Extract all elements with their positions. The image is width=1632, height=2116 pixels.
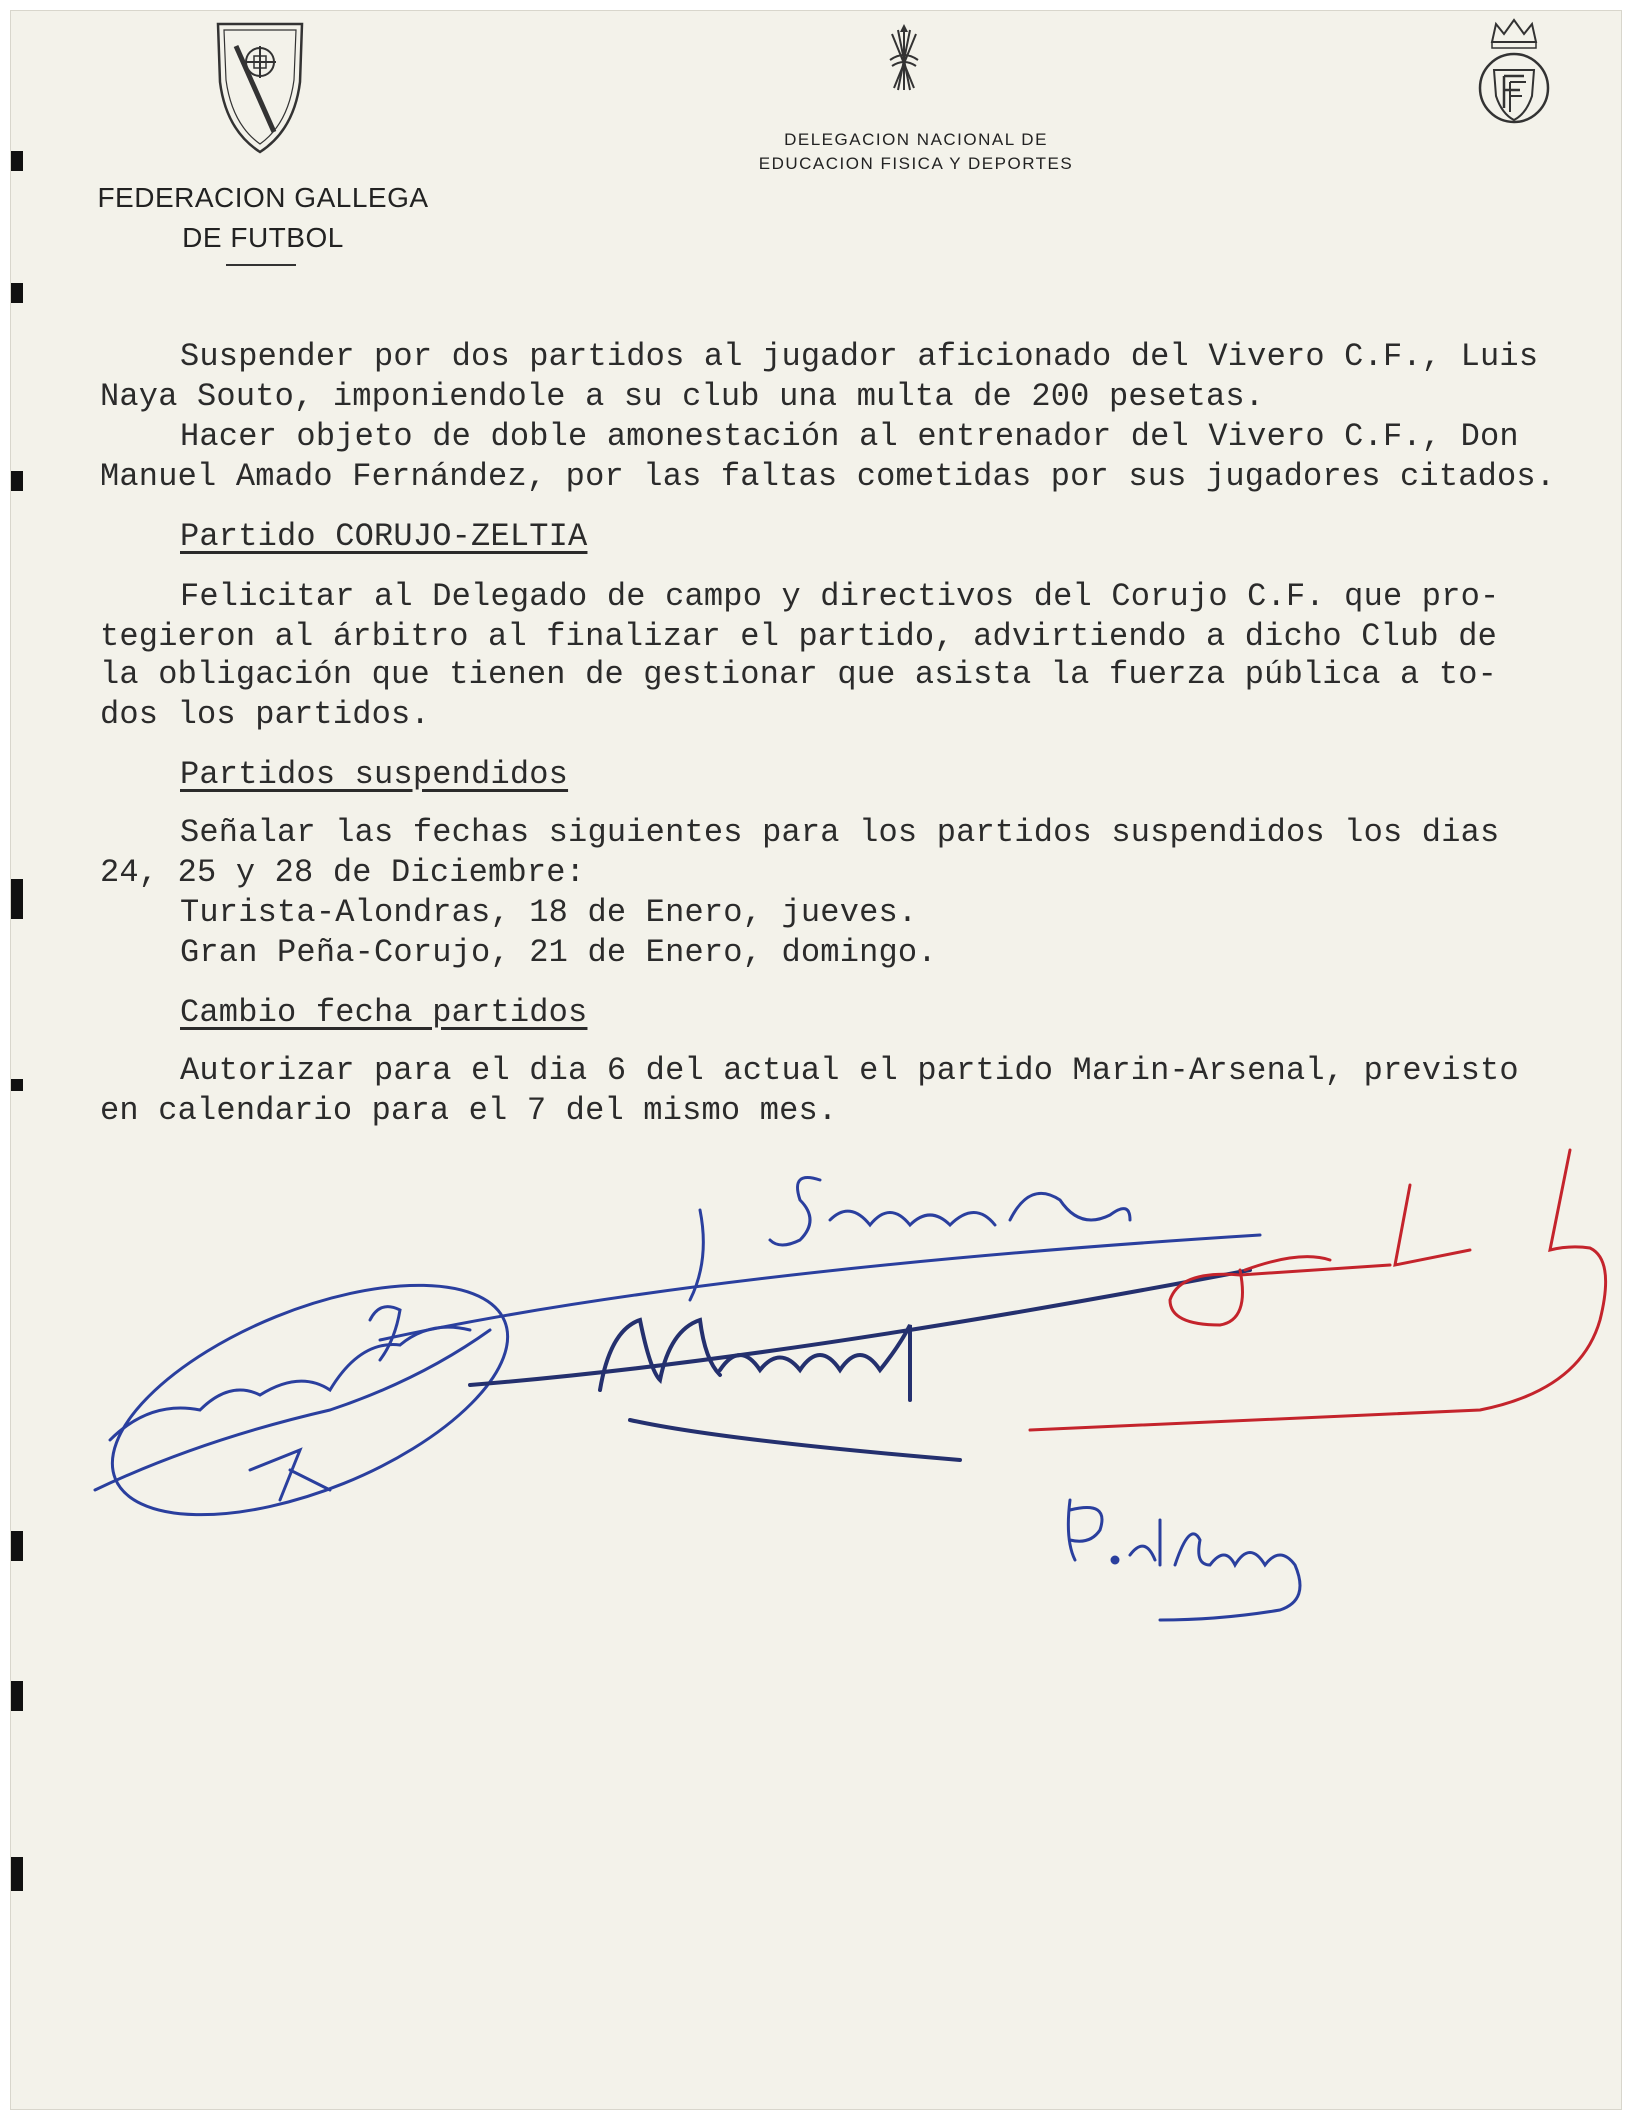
text-line: Gran Peña-Corujo, 21 de Enero, domingo. bbox=[180, 934, 937, 971]
text-line: Manuel Amado Fernández, por las faltas cometidas por sus jugadores citados. bbox=[100, 458, 1556, 495]
text-line: Felicitar al Delegado de campo y directivos del Corujo C.F. que pro- bbox=[180, 578, 1500, 615]
signature-4 bbox=[1030, 1150, 1606, 1430]
signature-1 bbox=[82, 1238, 539, 1562]
text-line: dos los partidos. bbox=[100, 696, 430, 733]
text-line: Naya Souto, imponiendole a su club una multa de 200 pesetas. bbox=[100, 378, 1265, 415]
text-line: en calendario para el 7 del mismo mes. bbox=[100, 1092, 838, 1129]
federation-line-1: FEDERACION GALLEGA bbox=[97, 182, 429, 213]
text-line: 24, 25 y 28 de Diciembre: bbox=[100, 854, 586, 891]
signature-5 bbox=[1068, 1500, 1300, 1620]
text-line: Suspender por dos partidos al jugador aficionado del Vivero C.F., Luis bbox=[180, 338, 1539, 375]
text-line: Señalar las fechas siguientes para los partidos suspendidos los dias bbox=[180, 814, 1500, 851]
delegation-line-2: EDUCACION FISICA Y DEPORTES bbox=[758, 154, 1074, 173]
text-line: la obligación que tienen de gestionar que asista la fuerza pública a to- bbox=[100, 656, 1498, 693]
delegation-line-1: DELEGACION NACIONAL DE bbox=[784, 130, 1048, 149]
section-heading-corujo-zeltia: Partido CORUJO-ZELTIA bbox=[180, 518, 588, 555]
text-line: Hacer objeto de doble amonestación al entrenador del Vivero C.F., Don bbox=[180, 418, 1519, 455]
text-line: Autorizar para el dia 6 del actual el partido Marin-Arsenal, previsto bbox=[180, 1052, 1519, 1089]
text-line: tegieron al árbitro al finalizar el partido, advirtiendo a dicho Club de bbox=[100, 618, 1498, 655]
signature-2 bbox=[380, 1178, 1260, 1341]
section-heading-partidos-suspendidos: Partidos suspendidos bbox=[180, 756, 569, 793]
text-line: Turista-Alondras, 18 de Enero, jueves. bbox=[180, 894, 918, 931]
section-heading-cambio-fecha: Cambio fecha partidos bbox=[180, 994, 588, 1031]
federation-line-2: DE FUTBOL bbox=[182, 222, 344, 253]
signature-3 bbox=[470, 1270, 1250, 1460]
